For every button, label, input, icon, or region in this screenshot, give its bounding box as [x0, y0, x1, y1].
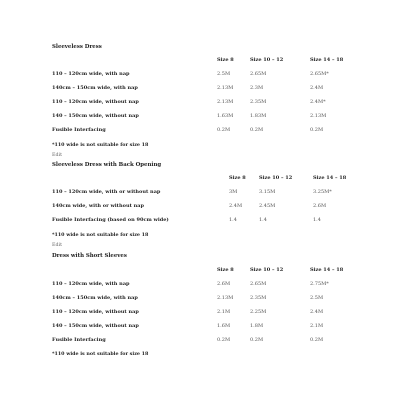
cell-size-10-12: 2.35M: [250, 295, 267, 301]
cell-size-14-18: 2.4M*: [310, 99, 326, 105]
row-label: 110 – 120cm wide, without nap: [52, 309, 139, 315]
cell-size-14-18: 3.25M*: [313, 189, 332, 195]
column-header-size-10-12: Size 10 – 12: [250, 57, 284, 63]
footnote: *110 wide is not suitable for size 18: [52, 142, 149, 148]
cell-size-8: 2.1M: [217, 309, 231, 315]
cell-size-8: 2.13M: [217, 99, 234, 105]
cell-size-8: 1.6M: [217, 323, 231, 329]
row-label: 110 – 120cm wide, with nap: [52, 281, 130, 287]
row-label: 110 – 120cm wide, with nap: [52, 71, 130, 77]
cell-size-14-18: 2.65M*: [310, 71, 329, 77]
footnote: *110 wide is not suitable for size 18: [52, 232, 149, 238]
section-title-sleeveless-dress: Sleeveless Dress: [52, 44, 102, 50]
cell-size-14-18: 2.13M: [310, 113, 327, 119]
cell-size-10-12: 2.35M: [250, 99, 267, 105]
row-label: 110 – 120cm wide, without nap: [52, 99, 139, 105]
cell-size-14-18: 2.1M: [310, 323, 324, 329]
row-label: 140cm – 150cm wide, with nap: [52, 85, 138, 91]
edit-link[interactable]: Edit: [52, 243, 63, 248]
row-label: Fusible Interfacing (based on 90cm wide): [52, 217, 169, 223]
cell-size-14-18: 2.75M*: [310, 281, 329, 287]
cell-size-10-12: 2.65M: [250, 281, 267, 287]
cell-size-10-12: 2.25M: [250, 309, 267, 315]
cell-size-8: 2.6M: [217, 281, 231, 287]
row-label: 110 – 120cm wide, with or without nap: [52, 189, 161, 195]
cell-size-14-18: 2.6M: [313, 203, 327, 209]
column-header-size-10-12: Size 10 – 12: [259, 175, 293, 181]
cell-size-10-12: 2.65M: [250, 71, 267, 77]
cell-size-14-18: 2.4M: [310, 309, 324, 315]
edit-link[interactable]: Edit: [52, 153, 63, 158]
cell-size-8: 1.4: [229, 217, 237, 223]
column-header-size-8: Size 8: [217, 267, 234, 273]
cell-size-14-18: 2.4M: [310, 85, 324, 91]
row-label: 140cm wide, with or without nap: [52, 203, 145, 209]
cell-size-10-12: 0.2M: [250, 127, 264, 133]
cell-size-8: 0.2M: [217, 337, 231, 343]
section-title-short-sleeves: Dress with Short Sleeves: [52, 253, 127, 259]
cell-size-10-12: 1.83M: [250, 113, 267, 119]
cell-size-10-12: 1.8M: [250, 323, 264, 329]
footnote: *110 wide is not suitable for size 18: [52, 351, 149, 357]
section-title-back-opening: Sleeveless Dress with Back Opening: [52, 162, 162, 168]
cell-size-14-18: 0.2M: [310, 337, 324, 343]
cell-size-8: 2.5M: [217, 71, 231, 77]
row-label: 140 – 150cm wide, without nap: [52, 113, 139, 119]
row-label: 140cm – 150cm wide, with nap: [52, 295, 138, 301]
column-header-size-14-18: Size 14 – 18: [310, 267, 344, 273]
cell-size-8: 3M: [229, 189, 238, 195]
cell-size-8: 2.4M: [229, 203, 243, 209]
row-label: 140 – 150cm wide, without nap: [52, 323, 139, 329]
row-label: Fusible Interfacing: [52, 337, 106, 343]
cell-size-8: 2.13M: [217, 295, 234, 301]
column-header-size-8: Size 8: [217, 57, 234, 63]
column-header-size-14-18: Size 14 – 18: [313, 175, 347, 181]
row-label: Fusible Interfacing: [52, 127, 106, 133]
column-header-size-8: Size 8: [229, 175, 246, 181]
cell-size-8: 1.63M: [217, 113, 234, 119]
cell-size-14-18: 1.4: [313, 217, 321, 223]
cell-size-10-12: 1.4: [259, 217, 267, 223]
cell-size-10-12: 2.3M: [250, 85, 264, 91]
cell-size-10-12: 0.2M: [250, 337, 264, 343]
cell-size-10-12: 3.15M: [259, 189, 276, 195]
cell-size-8: 2.13M: [217, 85, 234, 91]
cell-size-8: 0.2M: [217, 127, 231, 133]
cell-size-14-18: 2.5M: [310, 295, 324, 301]
column-header-size-10-12: Size 10 – 12: [250, 267, 284, 273]
cell-size-10-12: 2.45M: [259, 203, 276, 209]
cell-size-14-18: 0.2M: [310, 127, 324, 133]
column-header-size-14-18: Size 14 – 18: [310, 57, 344, 63]
